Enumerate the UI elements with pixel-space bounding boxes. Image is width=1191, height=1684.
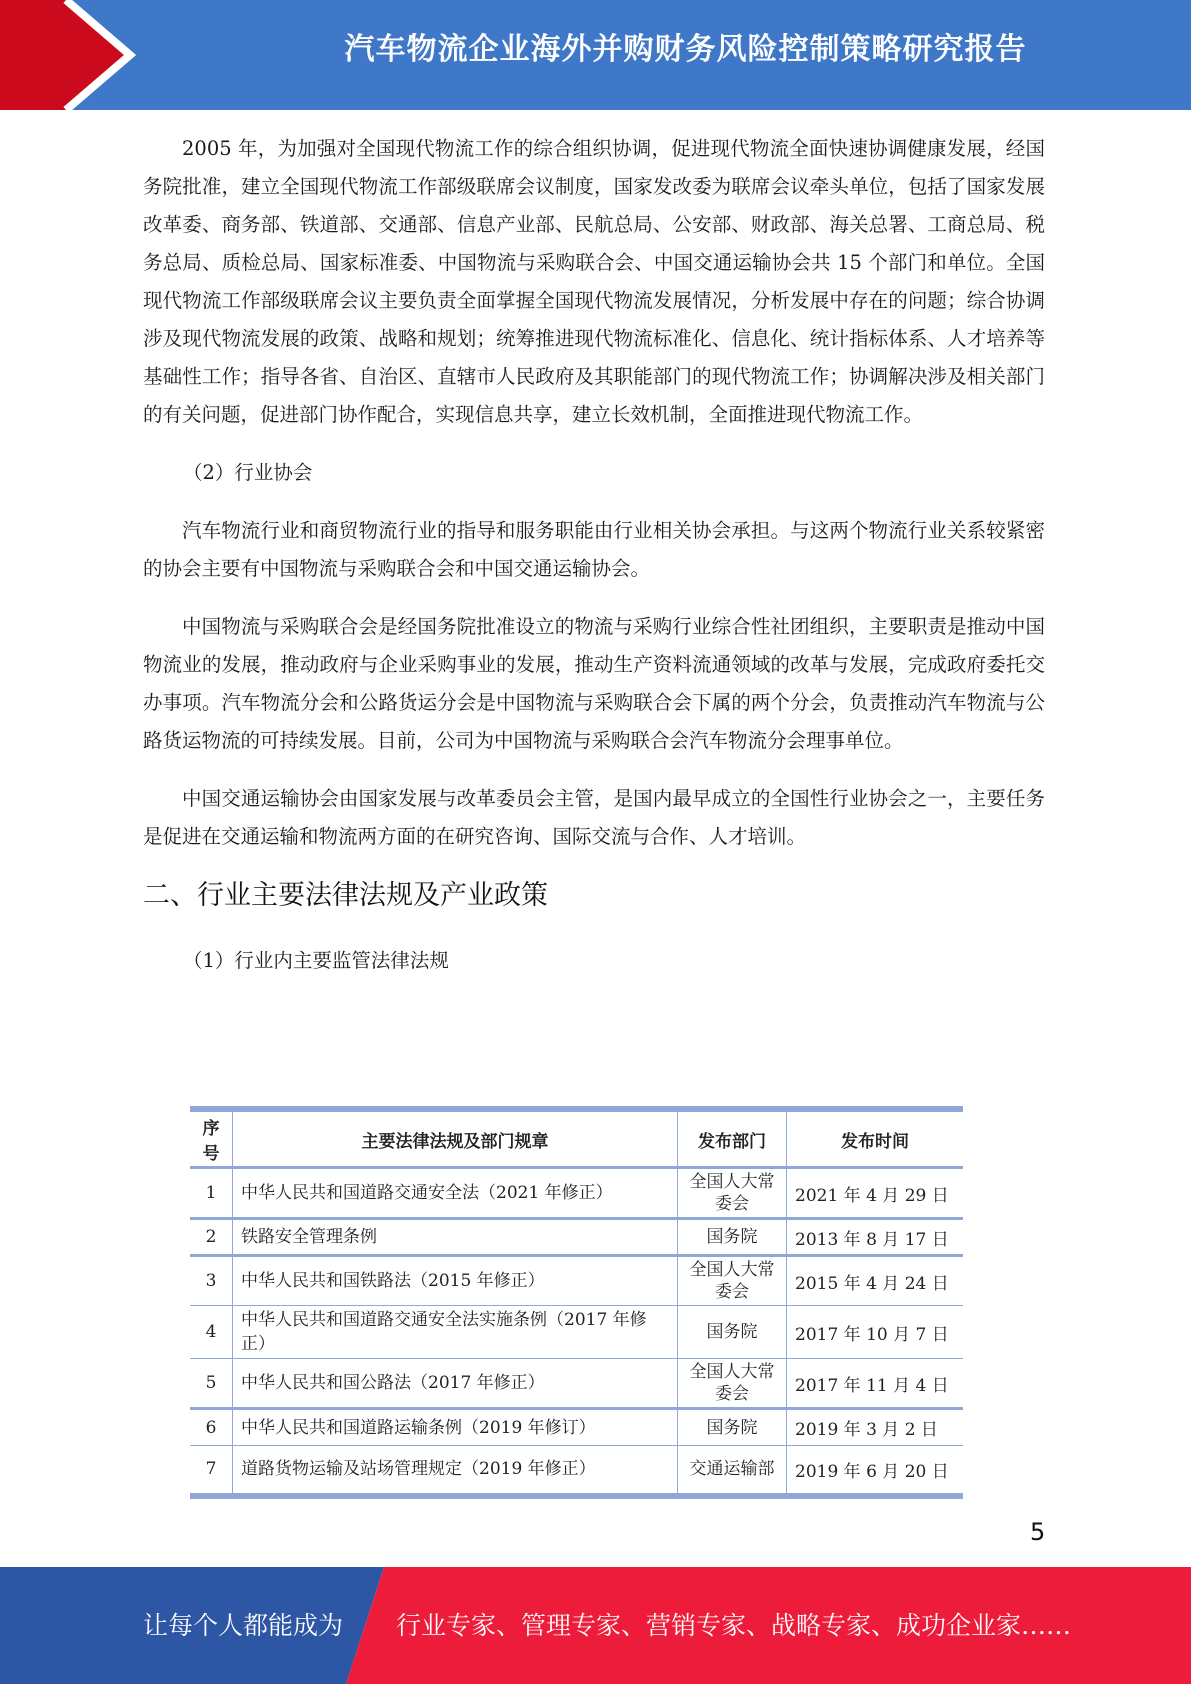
- page-footer: [0, 1567, 1191, 1684]
- cell-law: 道路货物运输及站场管理规定（2019 年修正）: [233, 1446, 678, 1496]
- table-row: [190, 1256, 963, 1306]
- cell-law: 中华人民共和国公路法（2017 年修正）: [233, 1359, 678, 1409]
- cell-law: 中华人民共和国道路交通安全法（2021 年修正）: [233, 1168, 678, 1219]
- cell-index: 1: [190, 1168, 233, 1219]
- cell-dept: 国务院: [678, 1306, 787, 1359]
- paragraph-cflp: 中国物流与采购联合会是经国务院批准设立的物流与采购行业综合性社团组织，主要职责是推动中国物流业的发展，推动政府与企业采购事业的发展，推动生产资料流通领域的改革与发展，完成政府委托交办事项。汽车物流分会和公路货运分会是中国物流与采购联合会下属的两个分会，负责推动汽车物流与公路货运物流的可持续发展。目前，公司为中国物流与采购联合会汽车物流分会理事单位。: [143, 615, 1045, 752]
- cell-index: 3: [190, 1256, 233, 1306]
- cell-law: 中华人民共和国道路运输条例（2019 年修订）: [233, 1409, 678, 1446]
- cell-date: 2021 年 4 月 29 日: [787, 1168, 964, 1219]
- cell-date: 2013 年 8 月 17 日: [787, 1219, 964, 1256]
- cell-law: 中华人民共和国道路交通安全法实施条例（2017 年修正）: [233, 1306, 678, 1359]
- header-red-chevron: [0, 0, 150, 110]
- paragraph-associations-intro: 汽车物流行业和商贸物流行业的指导和服务职能由行业相关协会承担。与这两个物流行业关系较紧密的协会主要有中国物流与采购联合会和中国交通运输协会。: [143, 519, 1045, 580]
- col-header-dept: 发布部门: [678, 1109, 787, 1168]
- cell-law: 中华人民共和国铁路法（2015 年修正）: [233, 1256, 678, 1306]
- cell-dept: 国务院: [678, 1409, 787, 1446]
- cell-law: 铁路安全管理条例: [233, 1219, 678, 1256]
- paragraph-cctaa: 中国交通运输协会由国家发展与改革委员会主管，是国内最早成立的全国性行业协会之一，主要任务是促进在交通运输和物流两方面的在研究咨询、国际交流与合作、人才培训。: [143, 787, 1045, 848]
- cell-dept: 全国人大常委会: [678, 1168, 787, 1219]
- cell-date: 2015 年 4 月 24 日: [787, 1256, 964, 1306]
- page-header: [0, 0, 1191, 110]
- cell-date: 2017 年 10 月 7 日: [787, 1306, 964, 1359]
- cell-dept: 交通运输部: [678, 1446, 787, 1496]
- cell-index: 2: [190, 1219, 233, 1256]
- laws-table: [190, 1106, 963, 1499]
- cell-dept: 全国人大常委会: [678, 1359, 787, 1409]
- body-content: [143, 130, 1045, 1000]
- paragraph-joint-conference: 2005 年，为加强对全国现代物流工作的综合组织协调，促进现代物流全面快速协调健康发展，经国务院批准，建立全国现代物流工作部级联席会议制度，国家发改委为联席会议牵头单位，包括了国家发展改革委、商务部、铁道部、交通部、信息产业部、民航总局、公安部、财政部、海关总署、工商总局、税务总局、质检总局、国家标准委、中国物流与采购联合会、中国交通运输协会共 15 个部门和单位。全国现代物流工作部级联席会议主要负责全面掌握全国现代物流发展情况，分析发展中存在的问题；综合协调涉及现代物流发展的政策、战略和规划；统筹推进现代物流标准化、信息化、统计指标体系、人才培养等基础性工作；指导各省、自治区、直辖市人民政府及其职能部门的现代物流工作；协调解决涉及相关部门的有关问题，促进部门协作配合，实现信息共享，建立长效机制，全面推进现代物流工作。: [143, 137, 1045, 426]
- cell-dept: 全国人大常委会: [678, 1256, 787, 1306]
- footer-slogan-right: 行业专家、管理专家、营销专家、战略专家、成功企业家……: [396, 1611, 1072, 1640]
- table-row: [190, 1168, 963, 1219]
- cell-date: 2019 年 3 月 2 日: [787, 1409, 964, 1446]
- cell-date: 2019 年 6 月 20 日: [787, 1446, 964, 1496]
- cell-index: 5: [190, 1359, 233, 1409]
- cell-index: 7: [190, 1446, 233, 1496]
- section-title: 二、行业主要法律法规及产业政策: [143, 880, 548, 911]
- page-number: 5: [1030, 1518, 1046, 1546]
- table-row: [190, 1306, 963, 1359]
- table-header-row: [190, 1109, 963, 1168]
- table-row: [190, 1409, 963, 1446]
- subheading-laws: （1）行业内主要监管法律法规: [183, 949, 449, 972]
- table-row: [190, 1359, 963, 1409]
- table-row: [190, 1446, 963, 1496]
- cell-dept: 国务院: [678, 1219, 787, 1256]
- cell-index: 4: [190, 1306, 233, 1359]
- table-row: [190, 1219, 963, 1256]
- footer-slogan-left: 让每个人都能成为: [143, 1611, 344, 1640]
- col-header-date: 发布时间: [787, 1109, 964, 1168]
- col-header-law: 主要法律法规及部门规章: [233, 1109, 678, 1168]
- subheading-industry-association: （2）行业协会: [183, 461, 313, 484]
- laws-table-wrap: [190, 1106, 963, 1499]
- col-header-index: 序号: [190, 1109, 233, 1168]
- cell-index: 6: [190, 1409, 233, 1446]
- report-title: 汽车物流企业海外并购财务风险控制策略研究报告: [344, 32, 1027, 67]
- cell-date: 2017 年 11 月 4 日: [787, 1359, 964, 1409]
